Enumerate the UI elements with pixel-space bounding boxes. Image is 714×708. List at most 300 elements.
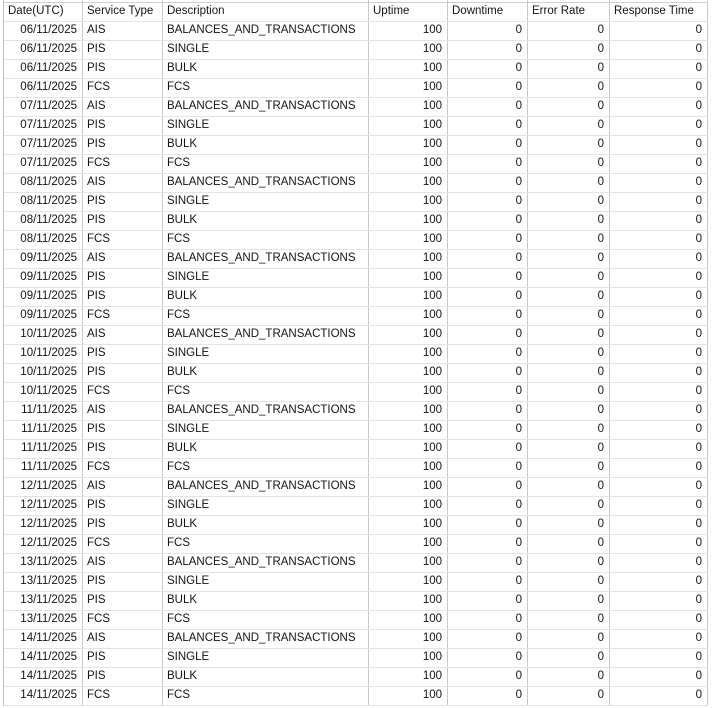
- downtime-cell[interactable]: 0: [448, 459, 528, 477]
- downtime-cell[interactable]: 0: [448, 497, 528, 515]
- error-rate-cell[interactable]: 0: [528, 554, 610, 572]
- uptime-cell[interactable]: 100: [369, 668, 448, 686]
- downtime-cell[interactable]: 0: [448, 611, 528, 629]
- description-cell[interactable]: BALANCES_AND_TRANSACTIONS: [163, 478, 369, 496]
- response-time-cell[interactable]: 0: [610, 573, 708, 591]
- error-rate-cell[interactable]: 0: [528, 630, 610, 648]
- date-cell[interactable]: 13/11/2025: [4, 554, 83, 572]
- response-time-cell[interactable]: 0: [610, 326, 708, 344]
- downtime-cell[interactable]: 0: [448, 573, 528, 591]
- description-cell[interactable]: BALANCES_AND_TRANSACTIONS: [163, 98, 369, 116]
- response-time-cell[interactable]: 0: [610, 402, 708, 420]
- response-time-cell[interactable]: 0: [610, 668, 708, 686]
- error-rate-cell[interactable]: 0: [528, 60, 610, 78]
- uptime-cell[interactable]: 100: [369, 98, 448, 116]
- uptime-cell[interactable]: 100: [369, 60, 448, 78]
- header-service-type[interactable]: Service Type: [83, 3, 163, 21]
- response-time-cell[interactable]: 0: [610, 535, 708, 553]
- date-cell[interactable]: 13/11/2025: [4, 592, 83, 610]
- error-rate-cell[interactable]: 0: [528, 22, 610, 40]
- response-time-cell[interactable]: 0: [610, 79, 708, 97]
- date-cell[interactable]: 09/11/2025: [4, 250, 83, 268]
- uptime-cell[interactable]: 100: [369, 41, 448, 59]
- response-time-cell[interactable]: 0: [610, 440, 708, 458]
- table-row: [4, 41, 708, 60]
- header-row: [4, 3, 708, 22]
- service-type-cell[interactable]: PIS: [83, 592, 163, 610]
- date-cell[interactable]: 06/11/2025: [4, 79, 83, 97]
- downtime-cell[interactable]: 0: [448, 649, 528, 667]
- downtime-cell[interactable]: 0: [448, 136, 528, 154]
- description-cell[interactable]: FCS: [163, 383, 369, 401]
- response-time-cell[interactable]: 0: [610, 41, 708, 59]
- error-rate-cell[interactable]: 0: [528, 155, 610, 173]
- error-rate-cell[interactable]: 0: [528, 364, 610, 382]
- date-cell[interactable]: 09/11/2025: [4, 288, 83, 306]
- error-rate-cell[interactable]: 0: [528, 231, 610, 249]
- response-time-cell[interactable]: 0: [610, 649, 708, 667]
- response-time-cell[interactable]: 0: [610, 193, 708, 211]
- response-time-cell[interactable]: 0: [610, 516, 708, 534]
- response-time-cell[interactable]: 0: [610, 250, 708, 268]
- service-type-cell[interactable]: AIS: [83, 22, 163, 40]
- date-cell[interactable]: 14/11/2025: [4, 687, 83, 705]
- uptime-cell[interactable]: 100: [369, 383, 448, 401]
- table-row: [4, 250, 708, 269]
- error-rate-cell[interactable]: 0: [528, 478, 610, 496]
- description-cell[interactable]: FCS: [163, 687, 369, 705]
- service-type-cell[interactable]: AIS: [83, 174, 163, 192]
- uptime-cell[interactable]: 100: [369, 630, 448, 648]
- date-cell[interactable]: 11/11/2025: [4, 402, 83, 420]
- description-cell[interactable]: FCS: [163, 79, 369, 97]
- description-cell[interactable]: BALANCES_AND_TRANSACTIONS: [163, 174, 369, 192]
- header-description[interactable]: Description: [163, 3, 369, 21]
- uptime-cell[interactable]: 100: [369, 193, 448, 211]
- service-type-cell[interactable]: PIS: [83, 516, 163, 534]
- description-cell[interactable]: BALANCES_AND_TRANSACTIONS: [163, 402, 369, 420]
- date-cell[interactable]: 07/11/2025: [4, 136, 83, 154]
- response-time-cell[interactable]: 0: [610, 687, 708, 705]
- service-type-cell[interactable]: FCS: [83, 307, 163, 325]
- date-cell[interactable]: 13/11/2025: [4, 573, 83, 591]
- uptime-cell[interactable]: 100: [369, 402, 448, 420]
- downtime-cell[interactable]: 0: [448, 440, 528, 458]
- table-row: [4, 611, 708, 630]
- downtime-cell[interactable]: 0: [448, 326, 528, 344]
- service-type-cell[interactable]: AIS: [83, 326, 163, 344]
- uptime-cell[interactable]: 100: [369, 440, 448, 458]
- table-row: [4, 535, 708, 554]
- response-time-cell[interactable]: 0: [610, 231, 708, 249]
- table-row: [4, 554, 708, 573]
- table-row: [4, 22, 708, 41]
- date-cell[interactable]: 12/11/2025: [4, 535, 83, 553]
- empty-cell: [4, 0, 83, 2]
- table-body: [4, 22, 708, 706]
- description-cell[interactable]: FCS: [163, 611, 369, 629]
- response-time-cell[interactable]: 0: [610, 421, 708, 439]
- date-cell[interactable]: 07/11/2025: [4, 117, 83, 135]
- service-type-cell[interactable]: AIS: [83, 478, 163, 496]
- table-row: [4, 174, 708, 193]
- uptime-cell[interactable]: 100: [369, 79, 448, 97]
- service-type-cell[interactable]: PIS: [83, 60, 163, 78]
- table-row: [4, 421, 708, 440]
- date-cell[interactable]: 06/11/2025: [4, 60, 83, 78]
- error-rate-cell[interactable]: 0: [528, 668, 610, 686]
- service-type-cell[interactable]: PIS: [83, 649, 163, 667]
- empty-cell: [163, 0, 369, 2]
- description-cell[interactable]: BULK: [163, 516, 369, 534]
- error-rate-cell[interactable]: 0: [528, 459, 610, 477]
- header-date[interactable]: Date(UTC): [4, 3, 83, 21]
- service-type-cell[interactable]: PIS: [83, 41, 163, 59]
- response-time-cell[interactable]: 0: [610, 364, 708, 382]
- downtime-cell[interactable]: 0: [448, 554, 528, 572]
- date-cell[interactable]: 08/11/2025: [4, 212, 83, 230]
- response-time-cell[interactable]: 0: [610, 497, 708, 515]
- uptime-cell[interactable]: 100: [369, 459, 448, 477]
- description-cell[interactable]: SINGLE: [163, 497, 369, 515]
- service-type-cell[interactable]: PIS: [83, 345, 163, 363]
- downtime-cell[interactable]: 0: [448, 22, 528, 40]
- service-type-cell[interactable]: PIS: [83, 212, 163, 230]
- service-type-cell[interactable]: PIS: [83, 269, 163, 287]
- error-rate-cell[interactable]: 0: [528, 326, 610, 344]
- downtime-cell[interactable]: 0: [448, 402, 528, 420]
- table-row: [4, 326, 708, 345]
- date-cell[interactable]: 08/11/2025: [4, 231, 83, 249]
- date-cell[interactable]: 14/11/2025: [4, 649, 83, 667]
- date-cell[interactable]: 09/11/2025: [4, 269, 83, 287]
- table-row: [4, 345, 708, 364]
- date-cell[interactable]: 08/11/2025: [4, 193, 83, 211]
- service-type-cell[interactable]: PIS: [83, 668, 163, 686]
- response-time-cell[interactable]: 0: [610, 174, 708, 192]
- date-cell[interactable]: 12/11/2025: [4, 516, 83, 534]
- uptime-cell[interactable]: 100: [369, 231, 448, 249]
- service-type-cell[interactable]: FCS: [83, 687, 163, 705]
- description-cell[interactable]: BULK: [163, 668, 369, 686]
- response-time-cell[interactable]: 0: [610, 212, 708, 230]
- downtime-cell[interactable]: 0: [448, 535, 528, 553]
- header-error-rate[interactable]: Error Rate: [528, 3, 610, 21]
- response-time-cell[interactable]: 0: [610, 269, 708, 287]
- description-cell[interactable]: FCS: [163, 459, 369, 477]
- service-type-cell[interactable]: PIS: [83, 117, 163, 135]
- table-row: [4, 497, 708, 516]
- service-type-cell[interactable]: AIS: [83, 630, 163, 648]
- table-row: [4, 592, 708, 611]
- uptime-cell[interactable]: 100: [369, 421, 448, 439]
- response-time-cell[interactable]: 0: [610, 630, 708, 648]
- table-row: [4, 383, 708, 402]
- uptime-cell[interactable]: 100: [369, 22, 448, 40]
- service-type-cell[interactable]: AIS: [83, 554, 163, 572]
- error-rate-cell[interactable]: 0: [528, 611, 610, 629]
- service-type-cell[interactable]: PIS: [83, 573, 163, 591]
- description-cell[interactable]: BULK: [163, 440, 369, 458]
- table-row: [4, 193, 708, 212]
- error-rate-cell[interactable]: 0: [528, 174, 610, 192]
- uptime-cell[interactable]: 100: [369, 364, 448, 382]
- date-cell[interactable]: 08/11/2025: [4, 174, 83, 192]
- error-rate-cell[interactable]: 0: [528, 98, 610, 116]
- error-rate-cell[interactable]: 0: [528, 41, 610, 59]
- table-row: [4, 79, 708, 98]
- description-cell[interactable]: BULK: [163, 592, 369, 610]
- service-type-cell[interactable]: FCS: [83, 383, 163, 401]
- table-row: [4, 60, 708, 79]
- error-rate-cell[interactable]: 0: [528, 250, 610, 268]
- service-type-cell[interactable]: FCS: [83, 231, 163, 249]
- response-time-cell[interactable]: 0: [610, 459, 708, 477]
- service-type-cell[interactable]: FCS: [83, 459, 163, 477]
- error-rate-cell[interactable]: 0: [528, 269, 610, 287]
- description-cell[interactable]: FCS: [163, 231, 369, 249]
- uptime-cell[interactable]: 100: [369, 345, 448, 363]
- uptime-cell[interactable]: 100: [369, 687, 448, 705]
- error-rate-cell[interactable]: 0: [528, 212, 610, 230]
- downtime-cell[interactable]: 0: [448, 193, 528, 211]
- empty-cell: [448, 0, 528, 2]
- error-rate-cell[interactable]: 0: [528, 687, 610, 705]
- service-type-cell[interactable]: PIS: [83, 421, 163, 439]
- uptime-cell[interactable]: 100: [369, 307, 448, 325]
- empty-cell: [610, 0, 708, 2]
- description-cell[interactable]: BULK: [163, 212, 369, 230]
- service-type-cell[interactable]: FCS: [83, 535, 163, 553]
- downtime-cell[interactable]: 0: [448, 668, 528, 686]
- error-rate-cell[interactable]: 0: [528, 497, 610, 515]
- response-time-cell[interactable]: 0: [610, 288, 708, 306]
- description-cell[interactable]: SINGLE: [163, 649, 369, 667]
- table-row: [4, 269, 708, 288]
- uptime-cell[interactable]: 100: [369, 117, 448, 135]
- uptime-cell[interactable]: 100: [369, 478, 448, 496]
- description-cell[interactable]: SINGLE: [163, 345, 369, 363]
- date-cell[interactable]: 11/11/2025: [4, 421, 83, 439]
- error-rate-cell[interactable]: 0: [528, 516, 610, 534]
- error-rate-cell[interactable]: 0: [528, 79, 610, 97]
- error-rate-cell[interactable]: 0: [528, 573, 610, 591]
- description-cell[interactable]: SINGLE: [163, 193, 369, 211]
- response-time-cell[interactable]: 0: [610, 22, 708, 40]
- downtime-cell[interactable]: 0: [448, 174, 528, 192]
- date-cell[interactable]: 09/11/2025: [4, 307, 83, 325]
- service-type-cell[interactable]: PIS: [83, 193, 163, 211]
- uptime-cell[interactable]: 100: [369, 250, 448, 268]
- downtime-cell[interactable]: 0: [448, 41, 528, 59]
- date-cell[interactable]: 10/11/2025: [4, 364, 83, 382]
- date-cell[interactable]: 12/11/2025: [4, 497, 83, 515]
- downtime-cell[interactable]: 0: [448, 250, 528, 268]
- service-type-cell[interactable]: FCS: [83, 611, 163, 629]
- date-cell[interactable]: 10/11/2025: [4, 326, 83, 344]
- response-time-cell[interactable]: 0: [610, 136, 708, 154]
- service-type-cell[interactable]: FCS: [83, 155, 163, 173]
- error-rate-cell[interactable]: 0: [528, 440, 610, 458]
- table-row: [4, 630, 708, 649]
- uptime-cell[interactable]: 100: [369, 554, 448, 572]
- downtime-cell[interactable]: 0: [448, 345, 528, 363]
- service-type-cell[interactable]: FCS: [83, 79, 163, 97]
- error-rate-cell[interactable]: 0: [528, 307, 610, 325]
- response-time-cell[interactable]: 0: [610, 155, 708, 173]
- table-row: [4, 364, 708, 383]
- downtime-cell[interactable]: 0: [448, 421, 528, 439]
- spreadsheet-sheet: [3, 0, 708, 706]
- response-time-cell[interactable]: 0: [610, 60, 708, 78]
- table-row: [4, 231, 708, 250]
- response-time-cell[interactable]: 0: [610, 98, 708, 116]
- downtime-cell[interactable]: 0: [448, 516, 528, 534]
- header-downtime[interactable]: Downtime: [448, 3, 528, 21]
- downtime-cell[interactable]: 0: [448, 364, 528, 382]
- uptime-cell[interactable]: 100: [369, 269, 448, 287]
- downtime-cell[interactable]: 0: [448, 592, 528, 610]
- downtime-cell[interactable]: 0: [448, 79, 528, 97]
- description-cell[interactable]: SINGLE: [163, 117, 369, 135]
- table-row: [4, 516, 708, 535]
- error-rate-cell[interactable]: 0: [528, 383, 610, 401]
- service-type-cell[interactable]: AIS: [83, 98, 163, 116]
- response-time-cell[interactable]: 0: [610, 383, 708, 401]
- error-rate-cell[interactable]: 0: [528, 117, 610, 135]
- table-row: [4, 402, 708, 421]
- downtime-cell[interactable]: 0: [448, 687, 528, 705]
- uptime-cell[interactable]: 100: [369, 649, 448, 667]
- description-cell[interactable]: BALANCES_AND_TRANSACTIONS: [163, 22, 369, 40]
- error-rate-cell[interactable]: 0: [528, 535, 610, 553]
- uptime-cell[interactable]: 100: [369, 573, 448, 591]
- description-cell[interactable]: FCS: [163, 307, 369, 325]
- table-row: [4, 459, 708, 478]
- description-cell[interactable]: BULK: [163, 288, 369, 306]
- date-cell[interactable]: 11/11/2025: [4, 459, 83, 477]
- downtime-cell[interactable]: 0: [448, 117, 528, 135]
- uptime-cell[interactable]: 100: [369, 497, 448, 515]
- table-row: [4, 478, 708, 497]
- header-response-time[interactable]: Response Time: [610, 3, 708, 21]
- date-cell[interactable]: 07/11/2025: [4, 98, 83, 116]
- service-type-cell[interactable]: PIS: [83, 497, 163, 515]
- response-time-cell[interactable]: 0: [610, 307, 708, 325]
- downtime-cell[interactable]: 0: [448, 155, 528, 173]
- service-type-cell[interactable]: PIS: [83, 136, 163, 154]
- service-type-cell[interactable]: PIS: [83, 364, 163, 382]
- downtime-cell[interactable]: 0: [448, 231, 528, 249]
- uptime-cell[interactable]: 100: [369, 326, 448, 344]
- downtime-cell[interactable]: 0: [448, 288, 528, 306]
- downtime-cell[interactable]: 0: [448, 269, 528, 287]
- date-cell[interactable]: 14/11/2025: [4, 630, 83, 648]
- response-time-cell[interactable]: 0: [610, 554, 708, 572]
- description-cell[interactable]: FCS: [163, 535, 369, 553]
- error-rate-cell[interactable]: 0: [528, 649, 610, 667]
- data-grid: [3, 0, 708, 706]
- header-uptime[interactable]: Uptime: [369, 3, 448, 21]
- response-time-cell[interactable]: 0: [610, 117, 708, 135]
- downtime-cell[interactable]: 0: [448, 383, 528, 401]
- uptime-cell[interactable]: 100: [369, 288, 448, 306]
- error-rate-cell[interactable]: 0: [528, 136, 610, 154]
- service-type-cell[interactable]: PIS: [83, 440, 163, 458]
- empty-cell: [83, 0, 163, 2]
- date-cell[interactable]: 06/11/2025: [4, 22, 83, 40]
- error-rate-cell[interactable]: 0: [528, 421, 610, 439]
- uptime-cell[interactable]: 100: [369, 592, 448, 610]
- uptime-cell[interactable]: 100: [369, 535, 448, 553]
- service-type-cell[interactable]: AIS: [83, 250, 163, 268]
- error-rate-cell[interactable]: 0: [528, 402, 610, 420]
- description-cell[interactable]: FCS: [163, 155, 369, 173]
- date-cell[interactable]: 06/11/2025: [4, 41, 83, 59]
- table-row: [4, 155, 708, 174]
- description-cell[interactable]: BALANCES_AND_TRANSACTIONS: [163, 250, 369, 268]
- description-cell[interactable]: BALANCES_AND_TRANSACTIONS: [163, 554, 369, 572]
- error-rate-cell[interactable]: 0: [528, 592, 610, 610]
- uptime-cell[interactable]: 100: [369, 155, 448, 173]
- table-row: [4, 573, 708, 592]
- uptime-cell[interactable]: 100: [369, 611, 448, 629]
- error-rate-cell[interactable]: 0: [528, 345, 610, 363]
- date-cell[interactable]: 10/11/2025: [4, 383, 83, 401]
- downtime-cell[interactable]: 0: [448, 630, 528, 648]
- table-row: [4, 212, 708, 231]
- uptime-cell[interactable]: 100: [369, 174, 448, 192]
- table-row: [4, 288, 708, 307]
- description-cell[interactable]: BALANCES_AND_TRANSACTIONS: [163, 630, 369, 648]
- description-cell[interactable]: SINGLE: [163, 421, 369, 439]
- empty-cell: [369, 0, 448, 2]
- downtime-cell[interactable]: 0: [448, 60, 528, 78]
- date-cell[interactable]: 14/11/2025: [4, 668, 83, 686]
- date-cell[interactable]: 12/11/2025: [4, 478, 83, 496]
- service-type-cell[interactable]: AIS: [83, 402, 163, 420]
- uptime-cell[interactable]: 100: [369, 516, 448, 534]
- description-cell[interactable]: BULK: [163, 60, 369, 78]
- description-cell[interactable]: SINGLE: [163, 573, 369, 591]
- error-rate-cell[interactable]: 0: [528, 288, 610, 306]
- downtime-cell[interactable]: 0: [448, 478, 528, 496]
- response-time-cell[interactable]: 0: [610, 611, 708, 629]
- downtime-cell[interactable]: 0: [448, 98, 528, 116]
- response-time-cell[interactable]: 0: [610, 478, 708, 496]
- response-time-cell[interactable]: 0: [610, 592, 708, 610]
- table-row: [4, 687, 708, 706]
- date-cell[interactable]: 11/11/2025: [4, 440, 83, 458]
- description-cell[interactable]: SINGLE: [163, 269, 369, 287]
- service-type-cell[interactable]: PIS: [83, 288, 163, 306]
- uptime-cell[interactable]: 100: [369, 212, 448, 230]
- description-cell[interactable]: BULK: [163, 364, 369, 382]
- date-cell[interactable]: 07/11/2025: [4, 155, 83, 173]
- table-row: [4, 440, 708, 459]
- empty-cell: [528, 0, 610, 2]
- response-time-cell[interactable]: 0: [610, 345, 708, 363]
- date-cell[interactable]: 13/11/2025: [4, 611, 83, 629]
- uptime-cell[interactable]: 100: [369, 136, 448, 154]
- downtime-cell[interactable]: 0: [448, 212, 528, 230]
- error-rate-cell[interactable]: 0: [528, 193, 610, 211]
- date-cell[interactable]: 10/11/2025: [4, 345, 83, 363]
- downtime-cell[interactable]: 0: [448, 307, 528, 325]
- description-cell[interactable]: BULK: [163, 136, 369, 154]
- description-cell[interactable]: SINGLE: [163, 41, 369, 59]
- description-cell[interactable]: BALANCES_AND_TRANSACTIONS: [163, 326, 369, 344]
